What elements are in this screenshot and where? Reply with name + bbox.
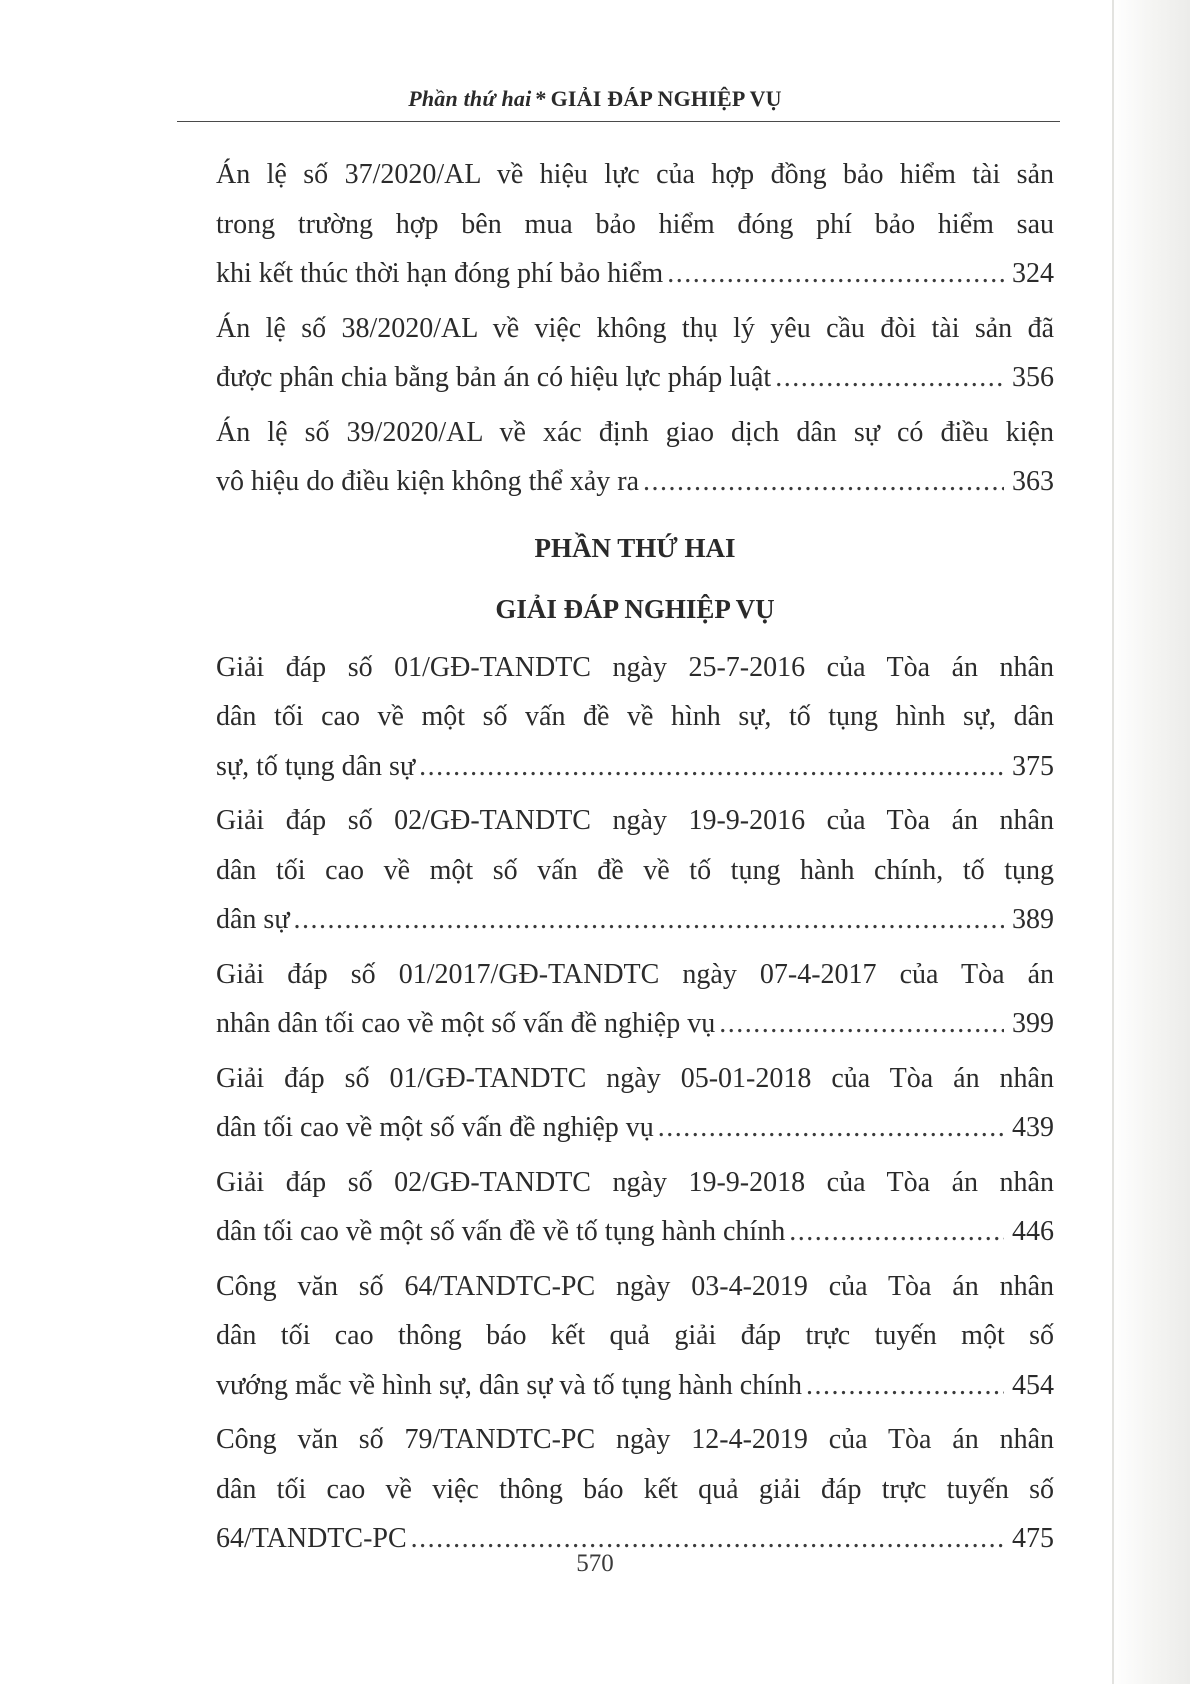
toc-entry[interactable] — [216, 1158, 1054, 1257]
toc-entry[interactable] — [216, 950, 1054, 1049]
running-head-title: GIẢI ĐÁP NGHIỆP VỤ — [550, 86, 782, 111]
dot-leader — [806, 1361, 1004, 1411]
dot-leader — [667, 249, 1004, 299]
toc-page-number: 389 — [1012, 904, 1054, 935]
toc-entry-text: được phân chia bằng bản án có hiệu lực pháp luật — [216, 362, 772, 393]
toc-entry[interactable] — [216, 408, 1054, 507]
toc-entry[interactable] — [216, 1054, 1054, 1153]
toc-entry-last-line — [216, 353, 1054, 403]
dot-leader — [775, 353, 1004, 403]
toc-content — [216, 150, 1054, 1569]
toc-entry-last-line — [216, 249, 1054, 299]
toc-entry-text: vô hiệu do điều kiện không thể xảy ra — [216, 466, 640, 497]
toc-page-number: 399 — [1012, 1008, 1054, 1039]
toc-entry-last-line — [216, 895, 1054, 945]
toc-page-number: 446 — [1012, 1216, 1054, 1247]
toc-entry-last-line — [216, 1103, 1054, 1153]
toc-entry-line: dân tối cao về một số vấn đề về tố tụng hành chính, tố tụng — [216, 854, 1054, 886]
running-head — [0, 86, 1190, 112]
toc-entry[interactable] — [216, 150, 1054, 299]
toc-entry-text: dân tối cao về một số vấn đề về tố tụng hành chính — [216, 1216, 786, 1247]
section-title: GIẢI ĐÁP NGHIỆP VỤ — [495, 593, 775, 624]
part-title: PHẦN THỨ HAI — [534, 532, 736, 563]
toc-entry-line: Án lệ số 38/2020/AL về việc không thụ lý yêu cầu đòi tài sản đã — [216, 312, 1054, 344]
dot-leader — [294, 895, 1005, 945]
toc-entry-last-line — [216, 457, 1054, 507]
toc-entry-line: Án lệ số 37/2020/AL về hiệu lực của hợp đồng bảo hiểm tài sản — [216, 159, 1054, 190]
toc-entry-line: Công văn số 64/TANDTC-PC ngày 03-4-2019 của Tòa án nhân — [216, 1270, 1054, 1302]
toc-entry-text: vướng mắc về hình sự, dân sự và tố tụng hành chính — [216, 1369, 803, 1401]
dot-leader — [789, 1207, 1004, 1257]
toc-entry-text: dân sự — [216, 904, 290, 935]
toc-entry-last-line — [216, 999, 1054, 1049]
toc-page-number: 356 — [1012, 362, 1054, 393]
toc-entry-line: Công văn số 79/TANDTC-PC ngày 12-4-2019 của Tòa án nhân — [216, 1424, 1054, 1455]
toc-page-number: 475 — [1012, 1523, 1054, 1554]
toc-entry-last-line — [216, 1207, 1054, 1257]
toc-page-number: 363 — [1012, 466, 1054, 497]
dot-leader — [719, 999, 1004, 1049]
toc-entry-line: dân tối cao về một số vấn đề về hình sự, tố tụng hình sự, dân — [216, 701, 1054, 732]
header-rule — [177, 121, 1060, 122]
toc-entry[interactable] — [216, 1262, 1054, 1411]
toc-entry-line: dân tối cao thông báo kết quả giải đáp trực tuyến một số — [216, 1320, 1054, 1351]
toc-entry-line: Giải đáp số 02/GĐ-TANDTC ngày 19-9-2016 của Tòa án nhân — [216, 805, 1054, 836]
toc-page-number: 439 — [1012, 1112, 1054, 1143]
toc-entry-line: dân tối cao về việc thông báo kết quả giải đáp trực tuyến số — [216, 1473, 1054, 1505]
page-edge-shadow — [1112, 0, 1190, 1684]
toc-entry-last-line — [216, 1361, 1054, 1411]
toc-entry-line: Giải đáp số 02/GĐ-TANDTC ngày 19-9-2018 của Tòa án nhân — [216, 1166, 1054, 1198]
toc-entry-text: khi kết thúc thời hạn đóng phí bảo hiểm — [216, 258, 664, 289]
toc-entry-line: Giải đáp số 01/GĐ-TANDTC ngày 05-01-2018 của Tòa án nhân — [216, 1062, 1054, 1094]
toc-entry-text: 64/TANDTC-PC — [216, 1523, 407, 1554]
page-number: 570 — [576, 1550, 614, 1577]
dot-leader — [419, 742, 1004, 792]
toc-entry-line: Giải đáp số 01/GĐ-TANDTC ngày 25-7-2016 của Tòa án nhân — [216, 651, 1054, 683]
toc-entry-text: dân tối cao về một số vấn đề nghiệp vụ — [216, 1112, 654, 1143]
toc-entry-text: nhân dân tối cao về một số vấn đề nghiệp vụ — [216, 1008, 716, 1039]
toc-entry[interactable] — [216, 796, 1054, 945]
dot-leader — [643, 457, 1004, 507]
toc-page-number: 375 — [1012, 750, 1054, 782]
toc-entry-line: Giải đáp số 01/2017/GĐ-TANDTC ngày 07-4-2017 của Tòa án — [216, 958, 1054, 990]
toc-entry[interactable] — [216, 643, 1054, 792]
toc-entry[interactable] — [216, 304, 1054, 403]
toc-entry-text: sự, tố tụng dân sự — [216, 750, 416, 782]
toc-page-number: 324 — [1012, 258, 1054, 289]
running-head-separator: * — [535, 86, 547, 111]
toc-entry-last-line — [216, 742, 1054, 792]
toc-entry-line: trong trường hợp bên mua bảo hiểm đóng phí bảo hiểm sau — [216, 208, 1054, 240]
toc-entry-line: Án lệ số 39/2020/AL về xác định giao dịch dân sự có điều kiện — [216, 416, 1054, 448]
toc-page-number: 454 — [1012, 1369, 1054, 1401]
toc-entry[interactable] — [216, 1415, 1054, 1564]
dot-leader — [658, 1103, 1004, 1153]
running-head-part: Phần thứ hai — [408, 86, 532, 111]
